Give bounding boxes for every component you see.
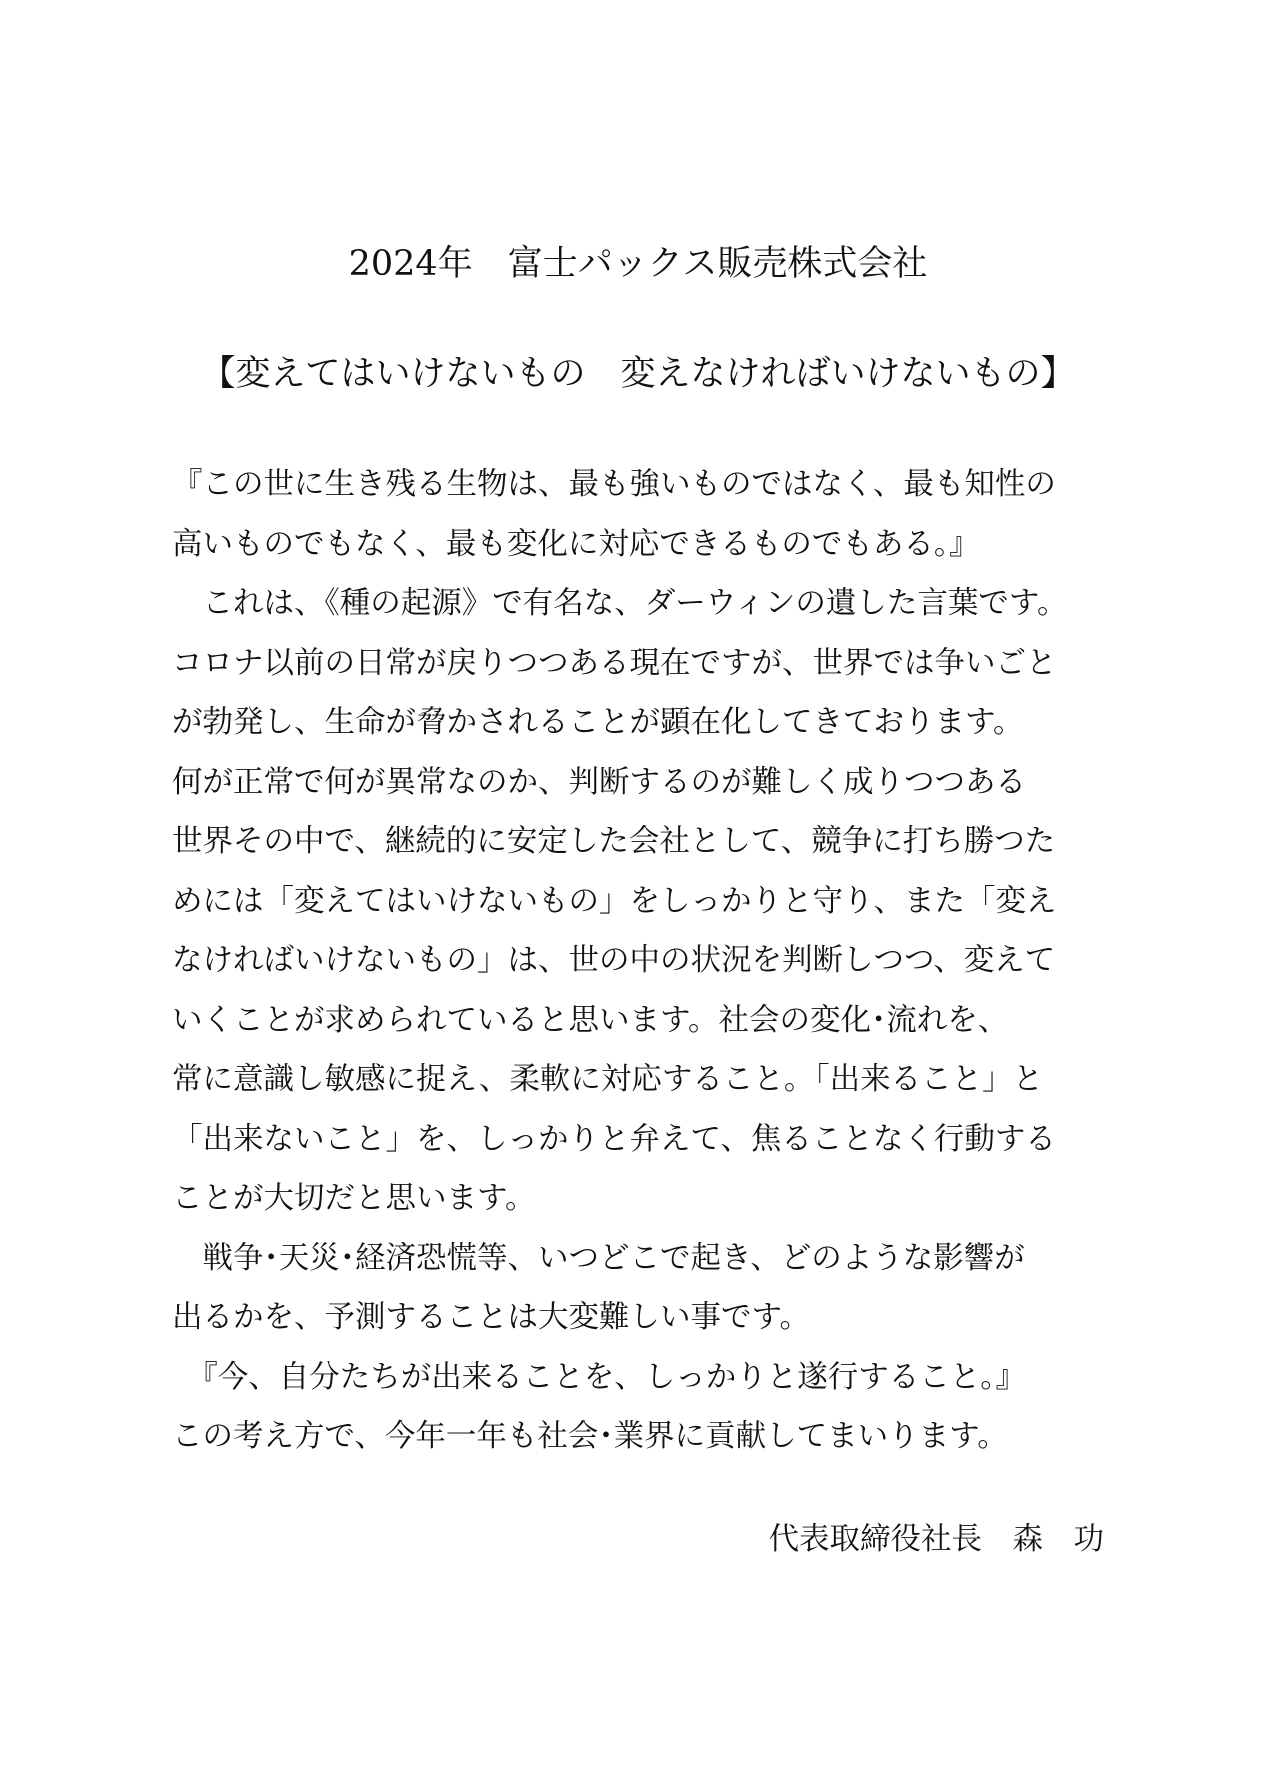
body-line: 世界その中で、継続的に安定した会社として、競争に打ち勝つた — [172, 824, 1056, 859]
body-line: 出るかを、予測することは大変難しい事です。 — [172, 1300, 811, 1335]
body-line: いくことが求められていると思います。社会の変化･流れを、 — [172, 1002, 1009, 1038]
body-line: 何が正常で何が異常なのか、判断するのが難しく成りつつある — [172, 764, 1026, 800]
body-line: 常に意識し敏感に捉え、柔軟に対応すること。「出来ること」と — [172, 1062, 1044, 1097]
body-line: が勃発し、生命が脅かされることが顕在化してきております。 — [172, 705, 1024, 740]
signature: 代表取締役社長 森 功 — [768, 1522, 1104, 1557]
body-line: 『この世に生き残る生物は、最も強いものではなく、最も知性の — [172, 467, 1056, 502]
body-line: 『今、自分たちが出来ることを、しっかりと遂行すること。』 — [172, 1359, 1026, 1395]
body-line: これは、《種の起源》で有名な、ダーウィンの遺した言葉です。 — [172, 586, 1068, 621]
body-line: めには「変えてはいけないもの」をしっかりと守り、また「変え — [172, 883, 1057, 919]
body-line: コロナ以前の日常が戻りつつある現在ですが、世界では争いごと — [172, 645, 1057, 681]
body-line: 戦争･天災･経済恐慌等、いつどこで起き、どのような影響が — [172, 1240, 1025, 1276]
message-body — [172, 455, 1132, 1467]
document-title: 【変えてはいけないもの 変えなければいけないもの】 — [200, 354, 1076, 394]
body-line: 「出来ないこと」を、しっかりと弁えて、焦ることなく行動する — [172, 1121, 1056, 1157]
body-line: 高いものでもなく、最も変化に対応できるものでもある。』 — [172, 526, 980, 562]
company-header: 2024年 富士パックス販売株式会社 — [348, 244, 928, 284]
body-line: ことが大切だと思います。 — [172, 1181, 536, 1216]
body-line: この考え方で、今年一年も社会･業界に貢献してまいります。 — [172, 1419, 1008, 1454]
body-line: なければいけないもの」は、世の中の状況を判断しつつ、変えて — [172, 943, 1056, 978]
